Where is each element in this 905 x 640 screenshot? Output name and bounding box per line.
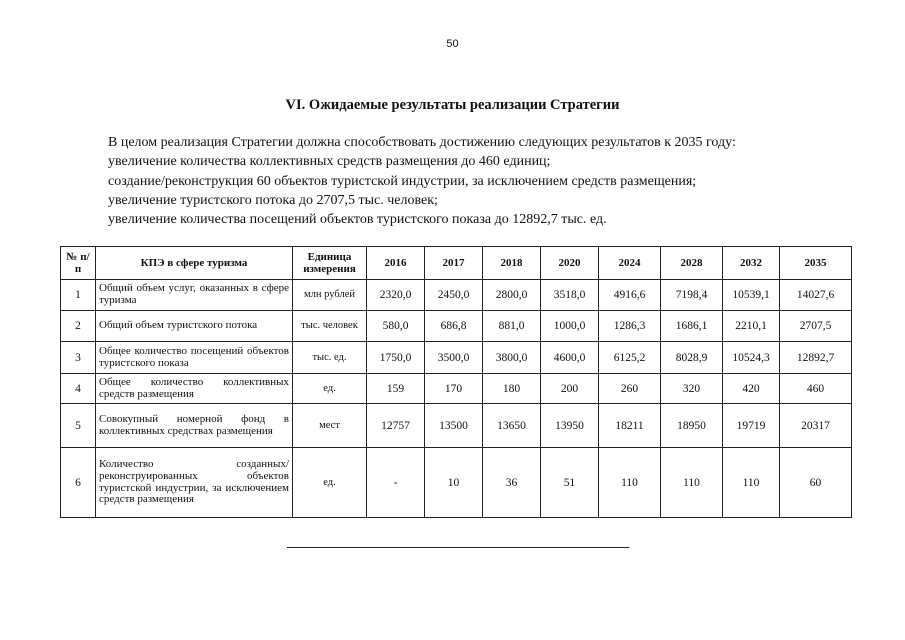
row-num: 2	[61, 311, 96, 342]
row-value: 200	[541, 374, 599, 404]
row-value: 110	[723, 448, 780, 518]
row-value: 460	[780, 374, 852, 404]
row-value: 2450,0	[425, 280, 483, 311]
row-num: 4	[61, 374, 96, 404]
row-unit: млн рублей	[293, 280, 367, 311]
header-year: 2032	[723, 247, 780, 280]
row-value: 1750,0	[367, 342, 425, 374]
header-kpi: КПЭ в сфере туризма	[96, 247, 293, 280]
row-num: 6	[61, 448, 96, 518]
kpi-table	[60, 246, 852, 518]
row-value: 19719	[723, 404, 780, 448]
row-value: 8028,9	[661, 342, 723, 374]
row-value: 3800,0	[483, 342, 541, 374]
row-value: 110	[599, 448, 661, 518]
row-value: 4916,6	[599, 280, 661, 311]
row-kpi-name: Общее количество посещений объектов туристского показа	[96, 342, 293, 374]
row-value: 170	[425, 374, 483, 404]
row-value: 1000,0	[541, 311, 599, 342]
row-unit: тыс. человек	[293, 311, 367, 342]
header-year: 2020	[541, 247, 599, 280]
row-num: 1	[61, 280, 96, 311]
row-value: 2707,5	[780, 311, 852, 342]
row-value: 420	[723, 374, 780, 404]
row-value: 1286,3	[599, 311, 661, 342]
header-year: 2024	[599, 247, 661, 280]
row-value: 10539,1	[723, 280, 780, 311]
row-value: 686,8	[425, 311, 483, 342]
row-value: 180	[483, 374, 541, 404]
row-value: 260	[599, 374, 661, 404]
page-number: 50	[446, 38, 459, 50]
row-value: 51	[541, 448, 599, 518]
row-value: 13950	[541, 404, 599, 448]
intro-line: увеличение количества посещений объектов туристского показа до 12892,7 тыс. ед.	[108, 212, 607, 228]
row-value: 320	[661, 374, 723, 404]
row-value: 7198,4	[661, 280, 723, 311]
row-value: 12757	[367, 404, 425, 448]
row-value: 60	[780, 448, 852, 518]
row-value: 4600,0	[541, 342, 599, 374]
intro-text	[108, 133, 868, 229]
row-value: 14027,6	[780, 280, 852, 311]
row-num: 5	[61, 404, 96, 448]
row-value: 580,0	[367, 311, 425, 342]
row-value: 2210,1	[723, 311, 780, 342]
header-unit: Единица измерения	[293, 247, 367, 280]
row-value: 1686,1	[661, 311, 723, 342]
row-kpi-name: Совокупный номерной фонд в коллективных средствах размещения	[96, 404, 293, 448]
row-kpi-name: Общий объем услуг, оказанных в сфере туризма	[96, 280, 293, 311]
row-value: 13650	[483, 404, 541, 448]
row-kpi-name: Общее количество коллективных средств размещения	[96, 374, 293, 404]
intro-line: В целом реализация Стратегии должна способствовать достижению следующих результатов к 2035 году:	[108, 135, 736, 150]
row-value: 10	[425, 448, 483, 518]
table-row	[61, 280, 852, 311]
row-value: 36	[483, 448, 541, 518]
header-year: 2016	[367, 247, 425, 280]
table-header-row	[61, 247, 852, 280]
row-value: 3500,0	[425, 342, 483, 374]
row-value: 2320,0	[367, 280, 425, 311]
row-kpi-name: Количество созданных/реконструированных объектов туристской индустрии, за исключением средств размещения	[96, 448, 293, 518]
row-value: 6125,2	[599, 342, 661, 374]
header-year: 2035	[780, 247, 852, 280]
row-value: -	[367, 448, 425, 518]
section-heading: VI. Ожидаемые результаты реализации Стратегии	[285, 97, 620, 113]
row-value: 3518,0	[541, 280, 599, 311]
row-value: 18211	[599, 404, 661, 448]
table-row	[61, 404, 852, 448]
header-year: 2028	[661, 247, 723, 280]
row-value: 13500	[425, 404, 483, 448]
header-year: 2018	[483, 247, 541, 280]
row-unit: тыс. ед.	[293, 342, 367, 374]
row-unit: мест	[293, 404, 367, 448]
row-unit: ед.	[293, 374, 367, 404]
row-value: 159	[367, 374, 425, 404]
intro-line: создание/реконструкция 60 объектов туристской индустрии, за исключением средств размещения;	[108, 173, 697, 189]
intro-line: увеличение туристского потока до 2707,5 тыс. человек;	[108, 192, 438, 208]
table-row	[61, 374, 852, 404]
table-row	[61, 311, 852, 342]
row-value: 110	[661, 448, 723, 518]
row-value: 10524,3	[723, 342, 780, 374]
intro-line: увеличение количества коллективных средств размещения до 460 единиц;	[108, 154, 551, 170]
row-unit: ед.	[293, 448, 367, 518]
row-value: 881,0	[483, 311, 541, 342]
row-num: 3	[61, 342, 96, 374]
header-year: 2017	[425, 247, 483, 280]
footer-divider	[287, 547, 629, 548]
row-value: 18950	[661, 404, 723, 448]
row-value: 2800,0	[483, 280, 541, 311]
row-kpi-name: Общий объем туристского потока	[96, 311, 293, 342]
row-value: 20317	[780, 404, 852, 448]
row-value: 12892,7	[780, 342, 852, 374]
table-row	[61, 448, 852, 518]
table-row	[61, 342, 852, 374]
header-num: № п/п	[61, 247, 96, 280]
